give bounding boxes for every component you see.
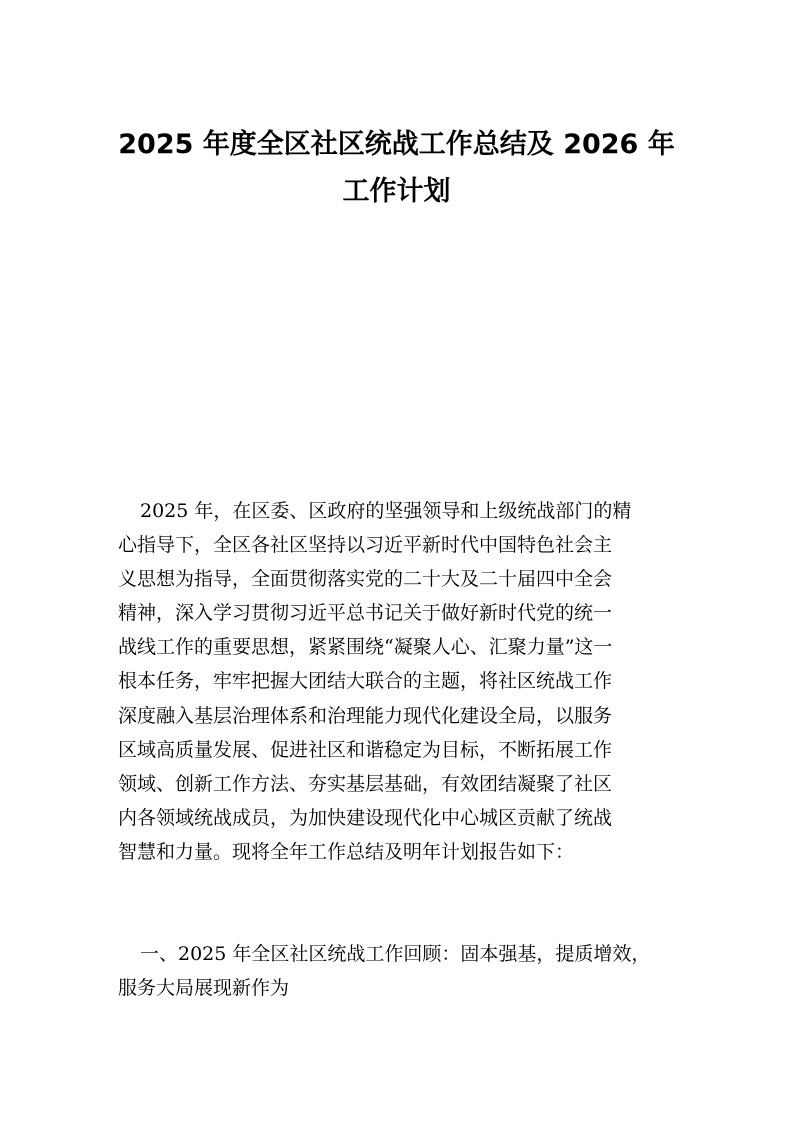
paragraph-line: 智慧和力量。现将全年工作总结及明年计划报告如下：	[118, 840, 575, 863]
intro-paragraph	[118, 494, 678, 869]
heading-line: 服务大局展现新作为	[118, 977, 290, 1000]
paragraph-line: 2025 年，在区委、区政府的坚强领导和上级统战部门的精	[140, 500, 632, 522]
title-line-2: 工作计划	[342, 176, 451, 207]
paragraph-line: 义思想为指导，全面贯彻落实党的二十大及二十届四中全会	[118, 568, 613, 591]
paragraph-line: 领域、创新工作方法、夯实基层基础，有效团结凝聚了社区	[118, 772, 613, 795]
paragraph-line: 深度融入基层治理体系和治理能力现代化建设全局，以服务	[118, 704, 613, 727]
heading-line: 一、2025 年全区社区统战工作回顾：固本强基，提质增效，	[140, 943, 651, 965]
paragraph-line: 区域高质量发展、促进社区和谐稳定为目标，不断拓展工作	[118, 738, 613, 761]
paragraph-line: 内各领域统战成员，为加快建设现代化中心城区贡献了统战	[118, 806, 613, 829]
title-line-1: 2025 年度全区社区统战工作总结及 2026 年	[118, 129, 675, 160]
paragraph-line: 战线工作的重要思想，紧紧围绕“凝聚人心、汇聚力量”这一	[118, 636, 613, 659]
paragraph-line: 心指导下，全区各社区坚持以习近平新时代中国特色社会主	[118, 534, 613, 557]
document-title	[100, 121, 693, 215]
paragraph-line: 根本任务，牢牢把握大团结大联合的主题，将社区统战工作	[118, 670, 613, 693]
section-heading	[118, 937, 678, 1005]
paragraph-line: 精神，深入学习贯彻习近平总书记关于做好新时代党的统一	[118, 602, 613, 625]
